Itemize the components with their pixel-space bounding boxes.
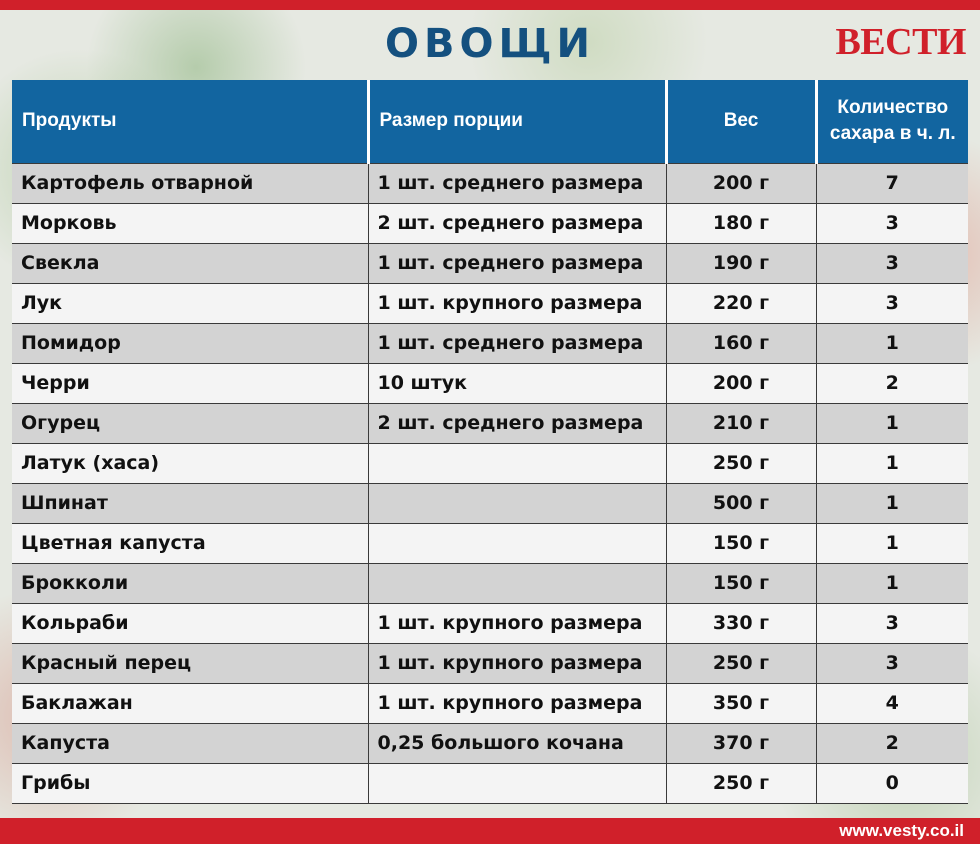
cell-product-name: Свекла	[12, 243, 368, 283]
cell-product-name: Латук (хаса)	[12, 443, 368, 483]
cell-portion-size: 1 шт. крупного размера	[368, 683, 666, 723]
cell-product-name: Кольраби	[12, 603, 368, 643]
cell-sugar-teaspoons: 3	[816, 603, 968, 643]
cell-portion-size: 1 шт. крупного размера	[368, 603, 666, 643]
cell-sugar-teaspoons: 2	[816, 723, 968, 763]
cell-product-name: Картофель отварной	[12, 163, 368, 203]
cell-portion-size: 1 шт. крупного размера	[368, 643, 666, 683]
column-header-sugar-teaspoons: Количество сахара в ч. л.	[816, 80, 968, 163]
table-row	[12, 443, 968, 483]
column-header-weight: Вес	[666, 80, 816, 163]
vesti-logo[interactable]: ВЕСТИ	[835, 21, 966, 63]
table-row	[12, 603, 968, 643]
table-row	[12, 523, 968, 563]
cell-product-name: Шпинат	[12, 483, 368, 523]
cell-product-name: Капуста	[12, 723, 368, 763]
cell-weight: 350 г	[666, 683, 816, 723]
cell-portion-size: 1 шт. среднего размера	[368, 243, 666, 283]
table-row	[12, 363, 968, 403]
cell-sugar-teaspoons: 2	[816, 363, 968, 403]
cell-weight: 220 г	[666, 283, 816, 323]
cell-sugar-teaspoons: 1	[816, 443, 968, 483]
cell-portion-size: 0,25 большого кочана	[368, 723, 666, 763]
cell-weight: 200 г	[666, 163, 816, 203]
table-row	[12, 683, 968, 723]
cell-portion-size: 2 шт. среднего размера	[368, 203, 666, 243]
cell-weight: 150 г	[666, 563, 816, 603]
table-row	[12, 563, 968, 603]
column-header-portion-size: Размер порции	[368, 80, 666, 163]
table-row	[12, 163, 968, 203]
cell-sugar-teaspoons: 3	[816, 243, 968, 283]
cell-weight: 250 г	[666, 763, 816, 803]
cell-portion-size	[368, 563, 666, 603]
cell-sugar-teaspoons: 3	[816, 283, 968, 323]
table-row	[12, 243, 968, 283]
table-row	[12, 723, 968, 763]
cell-product-name: Морковь	[12, 203, 368, 243]
cell-sugar-teaspoons: 3	[816, 643, 968, 683]
page-title: ОВОЩИ	[385, 21, 595, 67]
table-row	[12, 483, 968, 523]
table-row	[12, 323, 968, 363]
cell-weight: 150 г	[666, 523, 816, 563]
cell-portion-size: 1 шт. крупного размера	[368, 283, 666, 323]
cell-product-name: Цветная капуста	[12, 523, 368, 563]
cell-portion-size	[368, 483, 666, 523]
cell-weight: 250 г	[666, 443, 816, 483]
cell-portion-size	[368, 523, 666, 563]
cell-portion-size: 1 шт. среднего размера	[368, 163, 666, 203]
cell-weight: 160 г	[666, 323, 816, 363]
cell-product-name: Помидор	[12, 323, 368, 363]
cell-sugar-teaspoons: 0	[816, 763, 968, 803]
cell-weight: 190 г	[666, 243, 816, 283]
vegetables-sugar-table	[12, 80, 968, 804]
cell-weight: 210 г	[666, 403, 816, 443]
cell-weight: 370 г	[666, 723, 816, 763]
cell-sugar-teaspoons: 3	[816, 203, 968, 243]
cell-weight: 180 г	[666, 203, 816, 243]
cell-weight: 500 г	[666, 483, 816, 523]
cell-product-name: Черри	[12, 363, 368, 403]
cell-weight: 330 г	[666, 603, 816, 643]
table-row	[12, 763, 968, 803]
cell-sugar-teaspoons: 1	[816, 563, 968, 603]
bottom-red-stripe	[0, 818, 980, 844]
cell-portion-size: 10 штук	[368, 363, 666, 403]
site-url-link[interactable]: www.vesty.co.il	[839, 821, 964, 840]
table-row	[12, 403, 968, 443]
cell-product-name: Баклажан	[12, 683, 368, 723]
cell-sugar-teaspoons: 4	[816, 683, 968, 723]
cell-product-name: Огурец	[12, 403, 368, 443]
table-row	[12, 283, 968, 323]
cell-weight: 250 г	[666, 643, 816, 683]
cell-product-name: Лук	[12, 283, 368, 323]
cell-portion-size: 1 шт. среднего размера	[368, 323, 666, 363]
table-header-row	[12, 80, 968, 163]
top-red-stripe	[0, 0, 980, 10]
cell-sugar-teaspoons: 7	[816, 163, 968, 203]
cell-portion-size: 2 шт. среднего размера	[368, 403, 666, 443]
cell-portion-size	[368, 763, 666, 803]
cell-sugar-teaspoons: 1	[816, 403, 968, 443]
cell-product-name: Брокколи	[12, 563, 368, 603]
table-row	[12, 643, 968, 683]
table-row	[12, 203, 968, 243]
cell-product-name: Красный перец	[12, 643, 368, 683]
cell-sugar-teaspoons: 1	[816, 523, 968, 563]
cell-sugar-teaspoons: 1	[816, 323, 968, 363]
column-header-products: Продукты	[12, 80, 368, 163]
cell-product-name: Грибы	[12, 763, 368, 803]
cell-portion-size	[368, 443, 666, 483]
cell-sugar-teaspoons: 1	[816, 483, 968, 523]
cell-weight: 200 г	[666, 363, 816, 403]
